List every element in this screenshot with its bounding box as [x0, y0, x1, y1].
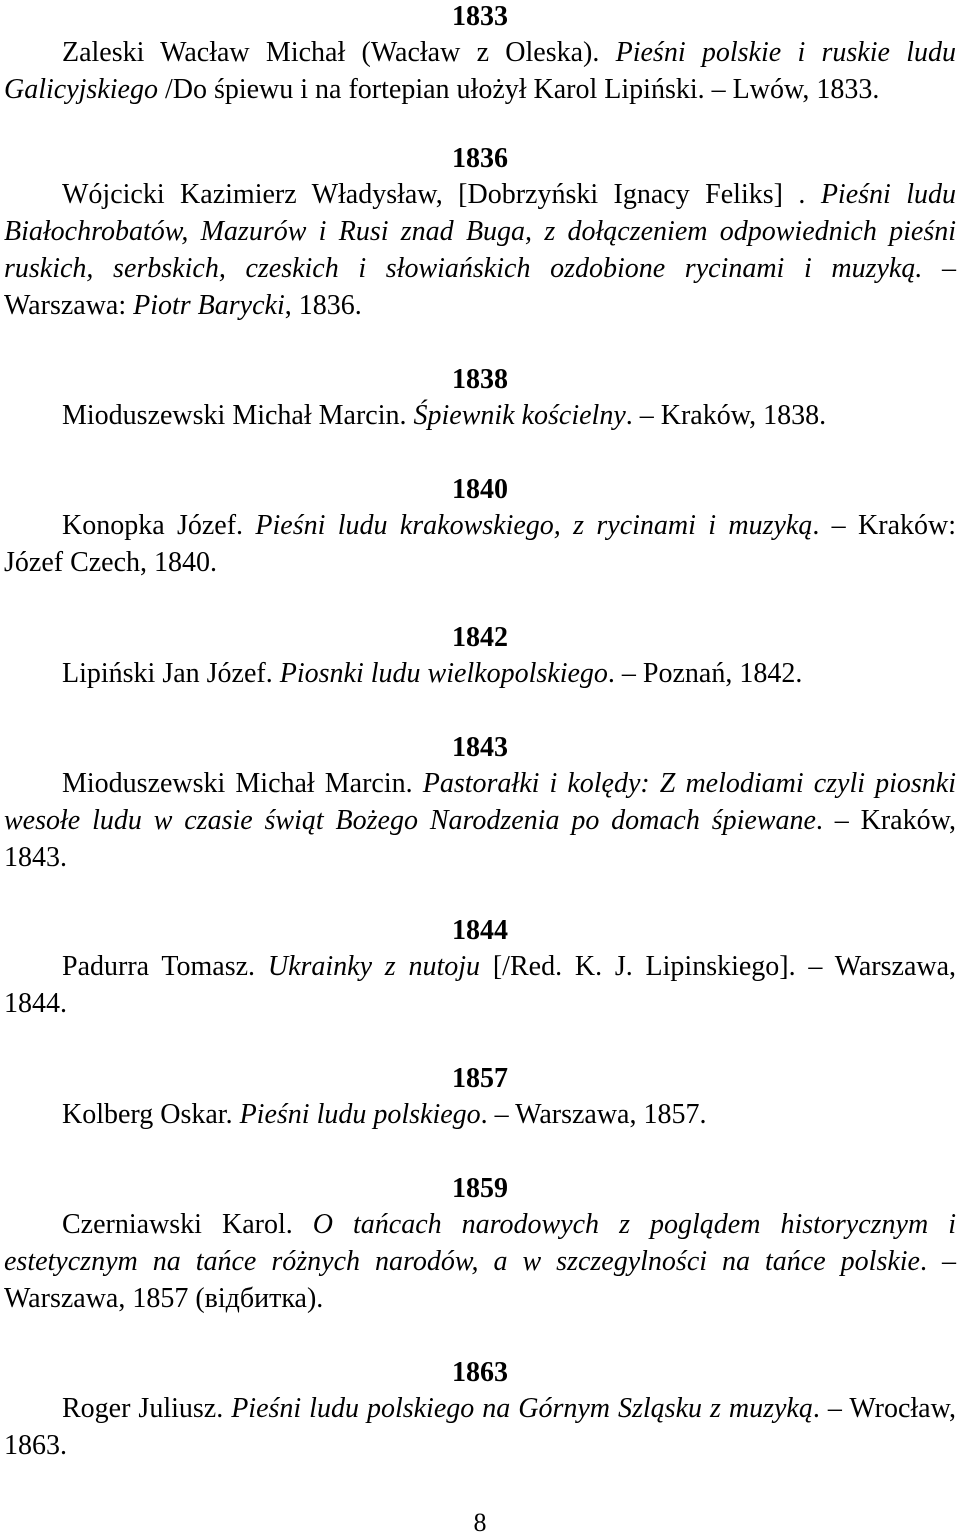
entry-1842 [4, 621, 956, 692]
entry-publication: . – Wrocław, 1863. [4, 1393, 957, 1461]
entry-title: O tańcach narodowych z poglądem historycznym i estetycznym na tańce różnych narodów, a w szczegylności na tańce polskie [4, 1209, 956, 1277]
entry-title: Pastorałki i kolędy: Z melodiami czyli piosnki wesołe ludu w czasie świąt Bożego Narodzenia po domach śpiewane [4, 768, 956, 836]
entry-year: 1859 [452, 1173, 508, 1204]
entry-publication: . – Kraków: Józef Czech, 1840. [4, 510, 956, 578]
entry-publication-year: , 1836. [284, 290, 362, 321]
entry-publication: – Warszawa: [4, 253, 957, 321]
entry-title: Śpiewnik kościelny [413, 400, 626, 431]
entry-title: Piosnki ludu wielkopolskiego [279, 658, 608, 689]
entry-1863 [4, 1356, 956, 1464]
entry-1840 [4, 473, 956, 581]
entry-1857 [4, 1062, 956, 1133]
entry-text [4, 507, 956, 581]
entry-author: Konopka Józef. [62, 510, 244, 541]
entry-text [4, 765, 956, 876]
entry-publication: . – Kraków, 1843. [4, 805, 957, 873]
entry-text [4, 34, 956, 108]
entry-1836 [4, 142, 956, 324]
entry-year: 1843 [452, 732, 508, 763]
entry-text [4, 1390, 956, 1464]
entry-title: Ukrainky z nutoju [267, 951, 481, 982]
entry-title: Pieśni ludu krakowskiego, z rycinami i muzyką [255, 510, 813, 541]
entry-1843 [4, 731, 956, 876]
entry-1859 [4, 1172, 956, 1317]
entry-title: Pieśni ludu polskiego [239, 1099, 481, 1130]
entry-title: Pieśni polskie i ruskie ludu Galicyjskiego [4, 37, 956, 105]
entry-author: Mioduszewski Michał Marcin. [62, 768, 413, 799]
entry-author: Mioduszewski Michał Marcin. [62, 400, 407, 431]
entry-publication: . – Poznań, 1842. [607, 658, 803, 689]
entry-title: Pieśni ludu polskiego na Górnym Szląsku z muzyką [231, 1393, 813, 1424]
entry-publisher: Piotr Barycki [133, 290, 285, 321]
entry-year: 1863 [452, 1357, 508, 1388]
entry-author: Lipiński Jan Józef. [62, 658, 273, 689]
entry-publication: . – Kraków, 1838. [625, 400, 827, 431]
entry-author: Zaleski Wacław Michał (Wacław z Oleska). [62, 37, 600, 68]
entry-author: Czerniawski Karol. [62, 1209, 293, 1240]
entry-1833 [4, 0, 956, 108]
entry-publication: . – Warszawa, 1857 (відбитка). [4, 1246, 956, 1314]
entry-title: Pieśni ludu Białochrobatów, Mazurów i Rusi znad Buga, z dołączeniem odpowiednich pieśni ruskich, serbskich, czeskich i słowiańskich ozdobione rycinami i muzyką. [4, 179, 957, 284]
entry-year: 1857 [452, 1063, 508, 1094]
entry-author: Kolberg Oskar. [62, 1099, 233, 1130]
entry-text [4, 1096, 956, 1133]
entry-publication: [/Red. K. J. Lipinskiego]. – Warszawa, 1844. [4, 951, 957, 1019]
entry-year: 1844 [452, 915, 508, 946]
entry-text [4, 1206, 956, 1317]
entry-text [4, 655, 956, 692]
entry-text [4, 948, 956, 1022]
entry-year: 1836 [452, 143, 508, 174]
entry-year: 1833 [452, 1, 508, 32]
page-number: 8 [473, 1508, 487, 1537]
entry-year: 1840 [452, 474, 508, 505]
entry-1838 [4, 363, 956, 434]
entry-text [4, 176, 956, 324]
entry-year: 1838 [452, 364, 508, 395]
entry-author: Padurra Tomasz. [62, 951, 256, 982]
entry-publication: . – Warszawa, 1857. [480, 1099, 707, 1130]
entry-author: Wójcicki Kazimierz Władysław, [Dobrzyński Ignacy Feliks] . [62, 179, 806, 210]
entry-1844 [4, 914, 956, 1022]
entry-publication: /Do śpiewu i na fortepian ułożył Karol Lipiński. – Lwów, 1833. [164, 74, 880, 105]
entry-year: 1842 [452, 622, 508, 653]
entry-author: Roger Juliusz. [62, 1393, 224, 1424]
entry-text [4, 397, 956, 434]
